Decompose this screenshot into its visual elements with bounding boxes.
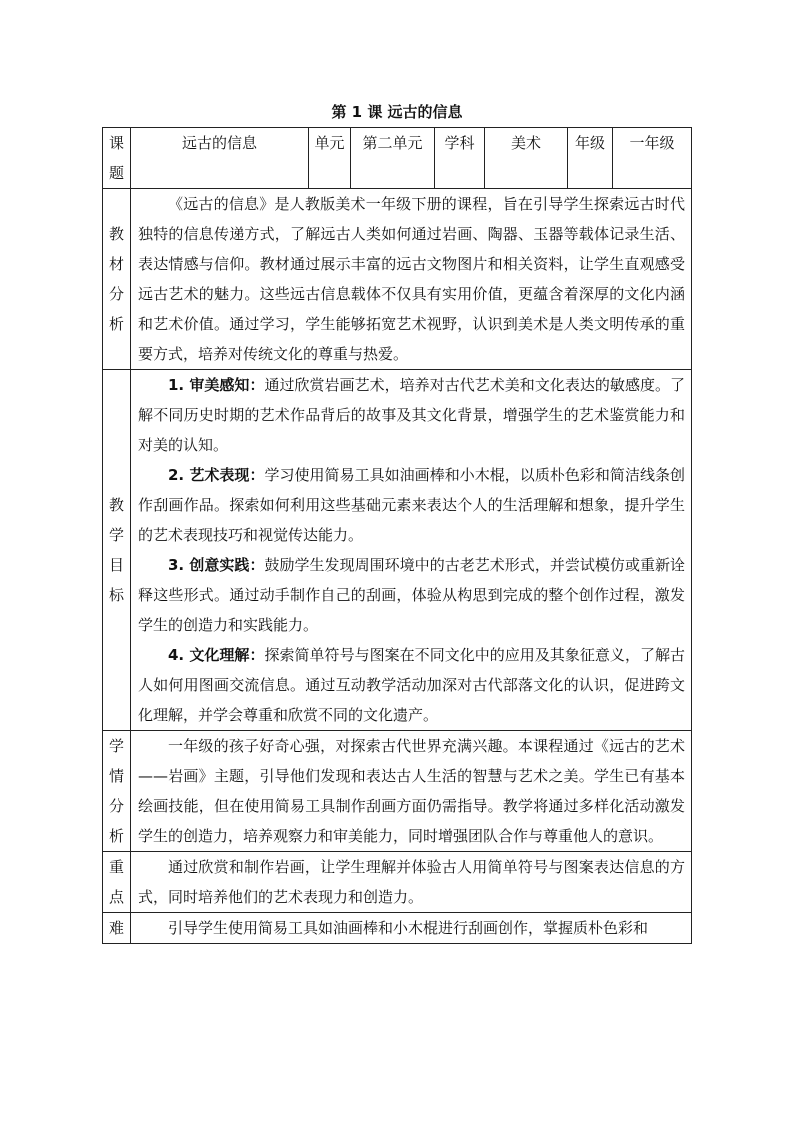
difficulty-label: 难 [103,913,131,944]
material-analysis-text: 《远古的信息》是人教版美术一年级下册的课程，旨在引导学生探索远古时代独特的信息传递方式，了解远古人类如何通过岩画、陶器、玉器等载体记录生活、表达情感与信仰。教材通过展示丰富的远古文物图片和相关资料，让学生直观感受远古艺术的魅力。这些远古信息载体不仅具有实用价值，更蕴含着深厚的文化内涵和艺术价值。通过学习，学生能够拓宽艺术视野，认识到美术是人类文明传承的重要方式，培养对传统文化的尊重与热爱。 [138,195,685,363]
material-analysis-cell [131,189,692,370]
goal-heading: 2. 艺术表现： [168,466,265,484]
key-points-label: 重点 [103,852,131,913]
difficulty-row [103,913,692,944]
goal-item-1 [138,370,685,460]
unit-value: 第二单元 [351,128,435,189]
lesson-plan-table [102,127,692,944]
difficulty-text: 引导学生使用简易工具如油画棒和小木棍进行刮画创作，掌握质朴色彩和 [168,919,649,937]
teaching-goals-row [103,370,692,731]
learner-analysis-text: 一年级的孩子好奇心强，对探索古代世界充满兴趣。本课程通过《远古的艺术——岩画》主题，引导他们发现和表达古人生活的智慧与艺术之美。学生已有基本绘画技能，但在使用简易工具制作刮画方面仍需指导。教学将通过多样化活动激发学生的创造力，培养观察力和审美能力，同时增强团队合作与尊重他人的意识。 [138,737,685,845]
subject-label: 学科 [435,128,485,189]
unit-label: 单元 [309,128,351,189]
key-points-row [103,852,692,913]
grade-value: 一年级 [613,128,692,189]
key-points-text: 通过欣赏和制作岩画，让学生理解并体验古人用简单符号与图案表达信息的方式，同时培养他们的艺术表现力和创造力。 [138,858,685,906]
goal-item-4 [138,640,685,730]
learner-analysis-cell [131,731,692,852]
material-analysis-label: 教材分析 [103,189,131,370]
goal-text: 探索简单符号与图案在不同文化中的应用及其象征意义，了解古人如何用图画交流信息。通过互动教学活动加深对古代部落文化的认识，促进跨文化理解，并学会尊重和欣赏不同的文化遗产。 [138,646,685,724]
header-row [103,128,692,189]
goal-item-3 [138,550,685,640]
grade-label: 年级 [568,128,613,189]
goal-heading: 4. 文化理解： [168,646,265,664]
subject-value: 美术 [485,128,568,189]
goal-text: 通过欣赏岩画艺术，培养对古代艺术美和文化表达的敏感度。了解不同历史时期的艺术作品背后的故事及其文化背景，增强学生的艺术鉴赏能力和对美的认知。 [138,376,685,454]
teaching-goals-cell [131,370,692,731]
difficulty-cell [131,913,692,944]
goal-item-2 [138,460,685,550]
topic-value: 远古的信息 [131,128,309,189]
goal-text: 学习使用简易工具如油画棒和小木棍，以质朴色彩和简洁线条创作刮画作品。探索如何利用这些基础元素来表达个人的生活理解和想象，提升学生的艺术表现技巧和视觉传达能力。 [138,466,685,544]
topic-label-cell [103,128,131,189]
key-points-cell [131,852,692,913]
goal-text: 鼓励学生发现周围环境中的古老艺术形式，并尝试模仿或重新诠释这些形式。通过动手制作自己的刮画，体验从构思到完成的整个创作过程，激发学生的创造力和实践能力。 [138,556,685,634]
material-analysis-row [103,189,692,370]
goal-heading: 3. 创意实践： [168,556,265,574]
page-title: 第 1 课 远古的信息 [331,103,463,121]
learner-analysis-label: 学情分析 [103,731,131,852]
teaching-goals-label: 教学目标 [103,370,131,731]
learner-analysis-row [103,731,692,852]
goal-heading: 1. 审美感知： [168,376,265,394]
topic-label: 课题 [108,134,124,182]
